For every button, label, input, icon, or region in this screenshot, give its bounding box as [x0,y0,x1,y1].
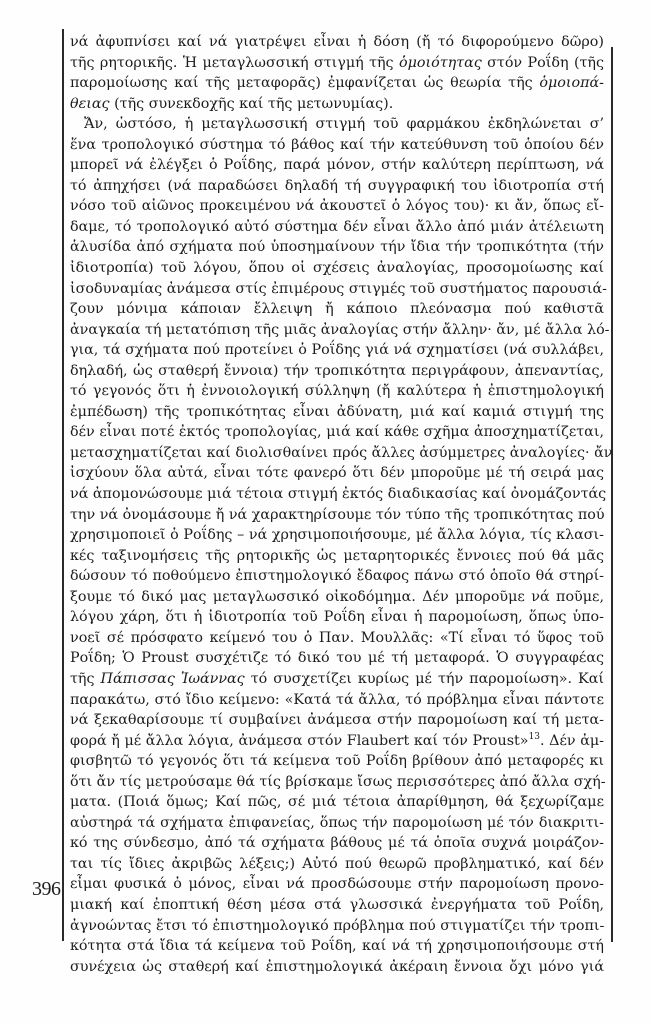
text-line [70,833,604,854]
text-line [70,217,604,238]
text-line [70,628,604,649]
text-line [70,710,604,731]
text-line [70,402,604,423]
text-line [70,936,604,957]
text-segment: την νά ὀνομάσουμε ἤ νά χαρακτηρίσουμε τόν τύπο τῆς τροπικότητας πού [70,506,605,523]
text-line [70,94,604,115]
italic-text: ὁμοιοπά- [539,75,604,92]
italic-text: θειας [70,95,110,112]
text-segment: κές ταξινομήσεις τῆς ρητορικῆς ὡς μεταρητορικές ἔννοιες πού θά μᾶς [70,547,604,564]
text-segment: τῆς ρητορικῆς. Ἡ μεταγλωσσική στιγμή τῆς [70,54,399,71]
text-segment: παρομοίωσης καί τῆς μεταφορᾶς) ἐμφανίζεται ὡς θεωρία τῆς [70,75,540,92]
text-line [70,237,604,258]
left-margin-rule [62,29,64,941]
text-segment: τό γεγονός ὅτι ἡ ἐννοιολογική σύλληψη (ἤ καλύτερα ἡ ἐπιστημολογική [70,383,604,400]
text-segment: κότητα στά ἴδια τά κείμενα τοῦ Ροΐδη, καί νά τή χρησιμοποιήσουμε στή [70,938,604,955]
text-segment: . Δέν ἀμ- [540,732,604,749]
text-segment: νοεῖ σέ πρόσφατο κείμενό του ὁ Παν. Μουλλᾶς: «Τί εἶναι τό ὕφος τοῦ [70,629,604,646]
text-segment: μετασχηματίζεται καί διολισθαίνει πρός ἄλλες ἀσύμμετρες ἀναλογίες· ἄν [70,444,613,461]
text-line [70,813,604,834]
text-line [70,443,613,464]
text-segment: ξουμε τό δικό μας μεταγλωσσικό οἰκοδόμημα. Δέν μποροῦμε νά ποῦμε, [70,588,604,605]
text-segment: τό συσχετίζει κυρίως μέ τήν παρομοίωση». Καί [244,670,604,687]
text-line [70,587,604,608]
text-line [70,772,604,793]
italic-text: Πάπισσας Ἰωάννας [100,670,245,687]
text-line [70,669,604,690]
text-line [70,32,604,53]
text-line [70,340,604,361]
text-line [70,484,607,505]
text-segment: Ἄν, ὡστόσο, ἡ μεταγλωσσική στιγμή τοῦ φαρμάκου ἐκδηλώνεται σ’ [84,116,604,133]
text-segment: ἁλυσίδα ἀπό σχήματα πού ὑποσημαίνουν τήν ἴδια τήν τροπικότητα (τήν [70,239,604,256]
text-line [70,196,604,217]
text-segment: ζουν μόνιμα κάποιαν ἔλλειψη ἤ κάποιο πλεόνασμα πού καθιστᾶ [70,301,604,318]
text-segment: δώσουν τό ποθούμενο ἐπιστημολογικό ἔδαφος πάνω στό ὁποῖο θά στηρί- [70,568,604,585]
text-segment: νά ξεκαθαρίσουμε τί συμβαίνει ἀνάμεσα στήν παρομοίωση καί τή μετα- [70,712,604,729]
text-segment: ἕνα τροπολογικό σύστημα τό βάθος καί τήν κατεύθυνση τοῦ ὁποίου δέν [70,136,604,153]
text-segment: συνέχεια ὡς σταθερή καί ἐπιστημολογικά ἀκέραιη ἔννοια ὄχι μόνο γιά [70,958,604,975]
text-line [70,751,604,772]
text-segment: τό ἀπηχήσει (νά παραδώσει δηλαδή τή συγγραφική του ἰδιοτροπία στή [70,177,604,194]
text-line [70,299,604,320]
text-segment: νόσο τοῦ αἰῶνος προκειμένου νά ἀκουστεῖ ὁ λόγος του)· κι ἄν, ὅπως εἴ- [70,198,604,215]
text-segment: ὅτι ἄν τίς μετρούσαμε θά τίς βρίσκαμε ἴσως περισσότερες ἀπό ἄλλα σχή- [70,773,606,790]
text-segment: ἀναγκαία τή μετατόπιση τῆς μιᾶς ἀναλογίας στήν ἄλλην· ἄν, μέ ἄλλα λό- [70,321,610,338]
text-line [70,361,604,382]
page-number: 396 [32,878,61,900]
body-text [70,32,613,977]
text-line [70,792,604,813]
text-segment: στόν Ροΐδη (τῆς [481,54,605,71]
text-line [70,53,604,74]
text-line [70,895,604,916]
text-segment: ἀγνοώντας ἔτσι τό ἐπιστημολογικό πρόβλημα πού στιγματίζει τήν τροπι- [70,917,605,934]
text-segment: εἶμαι φυσικά ὁ μόνος, εἶναι νά προσδώσουμε στήν παρομοίωση προνο- [70,876,604,893]
text-segment: ματα. (Ποιά ὅμως; Καί πῶς, σέ μιά τέτοια ἀπαρίθμηση, θά ξεχωρίζαμε [70,794,604,811]
italic-text: ὁμοιότητας [398,54,482,71]
text-segment: μπορεῖ νά ἐλέγξει ὁ Ροΐδης, παρά μόνον, στήν καλύτερη περίπτωση, νά [70,157,604,174]
text-segment: (τῆς συνεκδοχῆς καί τῆς μετωνυμίας). [109,95,394,112]
text-line [70,916,604,937]
text-line [70,258,604,279]
text-segment: αὐστηρά τά σχήματα ἐπιφανείας, ὅπως τήν παρομοίωση μέ τόν διακριτι- [70,814,604,831]
text-segment: παρακάτω, στό ἴδιο κείμενο: «Κατά τά ἄλλα, τό πρόβλημα εἶναι πάντοτε [70,691,604,708]
text-line [70,463,604,484]
text-line [70,546,604,567]
text-line [70,155,604,176]
text-segment: τῆς [70,670,101,687]
text-segment: δηλαδή, ὡς σταθερή ἔννοια) τήν τροπικότητα περιγράφουν, ἀπεναντίας, [70,362,604,379]
text-line [70,854,604,875]
text-segment: ἰδιοτροπία) τοῦ λόγου, ὅπου οἱ σχέσεις ἀναλογίας, προσομοίωσης καί [70,260,604,277]
text-line [70,957,604,978]
text-line [70,566,604,587]
footnote-marker: 13 [528,731,541,742]
text-segment: δαμε, τό τροπολογικό αὐτό σύστημα δέν εἶναι ἄλλο ἀπό μιάν ἀτέλειωτη [70,218,604,235]
text-line [70,135,604,156]
text-segment: νά ἀφυπνίσει καί νά γιατρέψει εἶναι ἡ δόση (ἤ τό διφορούμενο δῶρο) [70,34,604,50]
text-segment: χρησιμοποιεῖ ὁ Ροΐδης – νά χρησιμοποιήσουμε, μέ ἄλλα λόγια, τίς κλασι- [70,527,604,544]
text-segment: Ροΐδη; Ὁ Proust συσχέτιζε τό δικό του μέ τή μεταφορά. Ὁ συγγραφέας [70,650,604,667]
text-line [70,690,604,711]
text-line [70,648,604,669]
text-line [70,73,604,94]
text-line [70,874,604,895]
text-segment: φισβητῶ τό γεγονός ὅτι τά κείμενα τοῦ Ροΐδη βρίθουν ἀπό μεταφορές κι [70,753,604,770]
text-line [70,422,604,443]
text-segment: μιακή καί ἐποπτική θέση μέσα στά γλωσσικά ἐνεργήματα τοῦ Ροΐδη, [70,896,604,913]
text-line [70,320,610,341]
text-segment: ται τίς ἴδιες ἀκριβῶς λέξεις;) Αὐτό πού θεωρῶ προβληματικό, καί δέν [70,855,604,872]
text-segment: για, τά σχήματα πού προτείνει ὁ Ροΐδης γιά νά σχηματίσει (νά συλλάβει, [70,342,604,359]
text-line [70,279,607,300]
text-segment: δέν εἶναι ποτέ ἐκτός τροπολογίας, μιά καί κάθε σχῆμα ἀποσχηματίζεται, [70,424,604,441]
text-line [70,607,604,628]
text-line [70,176,604,197]
text-line [70,731,604,752]
text-segment: ἰσοδυναμίας ἀνάμεσα στίς ἐπιμέρους στιγμές τοῦ συστήματος παρουσιά- [70,280,607,297]
text-segment: φορά ἤ μέ ἄλλα λόγια, ἀνάμεσα στόν Flaubert καί τόν Proust» [70,732,529,749]
text-segment: λόγου χάρη, ὅτι ἡ ἰδιοτροπία τοῦ Ροΐδη εἶναι ἡ παρομοίωση, ὅπως ὑπο- [70,609,604,626]
text-line [70,114,604,135]
text-line [70,505,604,526]
text-segment: νά ἀπομονώσουμε μιά τέτοια στιγμή ἐκτός διαδικασίας καί ὀνομάζοντάς [70,486,607,503]
right-margin-rule [611,47,613,942]
text-line [70,525,604,546]
text-segment: ἰσχύουν ὅλα αὐτά, εἶναι τότε φανερό ὅτι δέν μποροῦμε μέ τή σειρά μας [70,465,604,482]
text-segment: ἐμπέδωση) τῆς τροπικότητας εἶναι ἀδύνατη, μιά καί καμιά στιγμή της [70,403,604,420]
text-segment: κό της σύνδεσμο, ἀπό τά σχήματα βάθους μέ τά ὁποῖα συχνά μοιράζον- [70,835,604,852]
text-line [70,381,604,402]
